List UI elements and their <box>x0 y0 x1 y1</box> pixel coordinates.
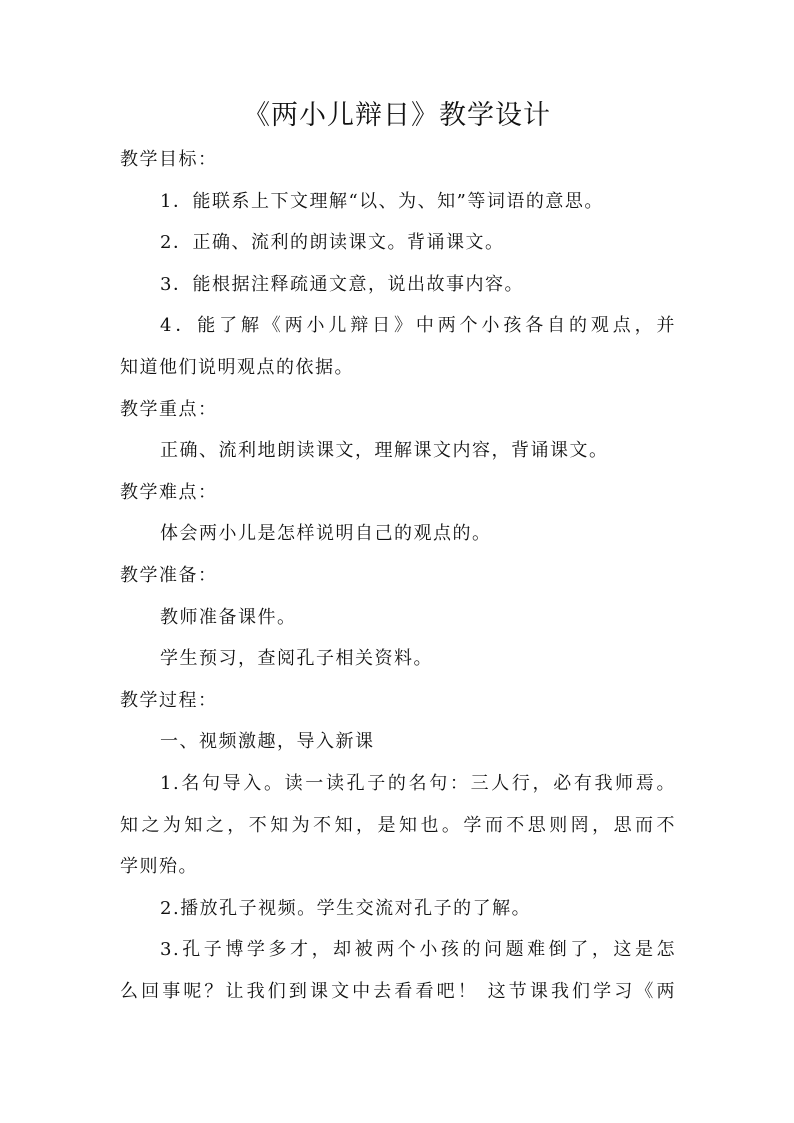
objective-item: 4．能了解《两小儿辩日》中两个小孩各自的观点，并 <box>160 315 676 337</box>
process-item-line: 学则殆。 <box>120 856 198 878</box>
key-points-text: 正确、流利地朗读课文，理解课文内容，背诵课文。 <box>160 440 609 462</box>
process-item-line: 1.名句导入。读一读孔子的名句：三人行，必有我师焉。 <box>160 772 676 794</box>
preparation-item: 学生预习，查阅孔子相关资料。 <box>160 648 433 670</box>
document-title: 《两小儿辩日》教学设计 <box>243 100 551 131</box>
objective-item: 2．正确、流利的朗读课文。背诵课文。 <box>160 232 505 254</box>
objective-item-continued: 知道他们说明观点的依据。 <box>120 356 354 378</box>
process-item-line: 3.孔子博学多才，却被两个小孩的问题难倒了，这是怎 <box>160 939 676 961</box>
preparation-item: 教师准备课件。 <box>160 606 297 628</box>
difficulties-text: 体会两小儿是怎样说明自己的观点的。 <box>160 523 492 545</box>
process-item-line: 知之为知之，不知为不知，是知也。学而不思则罔，思而不 <box>120 814 676 836</box>
process-item: 2.播放孔子视频。学生交流对孔子的了解。 <box>160 897 532 919</box>
document-body <box>120 139 676 1012</box>
process-heading: 教学过程： <box>120 689 218 711</box>
process-item-line: 么回事呢？让我们到课文中去看看吧！ 这节课我们学习《两 <box>120 980 676 1002</box>
objective-item: 1．能联系上下文理解“以、为、知”等词语的意思。 <box>160 190 604 212</box>
objectives-heading: 教学目标： <box>120 149 218 170</box>
preparation-heading: 教学准备： <box>120 564 218 586</box>
process-step-title: 一、视频激趣，导入新课 <box>160 731 375 753</box>
difficulties-heading: 教学难点： <box>120 481 218 503</box>
objective-item: 3．能根据注释疏通文意，说出故事内容。 <box>160 273 524 295</box>
key-points-heading: 教学重点： <box>120 398 218 420</box>
